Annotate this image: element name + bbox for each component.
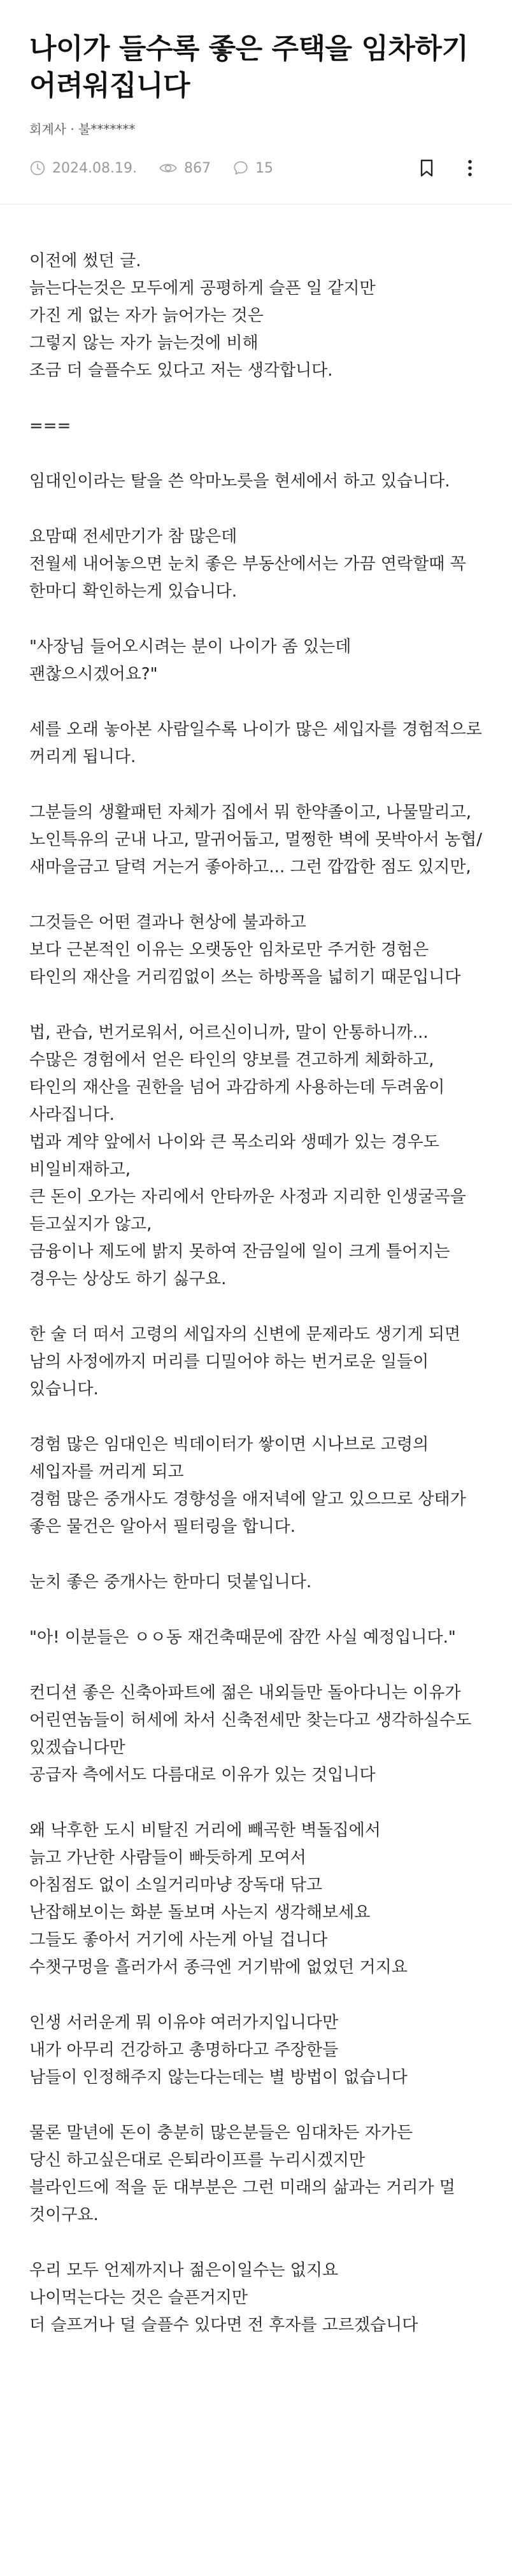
body-line: 난잡해보이는 화분 돌보며 사는지 생각해보세요 (29, 1903, 371, 1922)
body-line: 요맘때 전세만기가 참 많은데 (29, 527, 238, 546)
body-line: 조금 더 슬플수도 있다고 저는 생각합니다. (29, 361, 333, 380)
body-line: "아! 이분들은 ㅇㅇ동 재건축때문에 잠깐 사실 예정입니다." (29, 1628, 456, 1647)
body-paragraph (29, 1019, 483, 1293)
body-line: 컨디션 좋은 신축아파트에 젊은 내외들만 돌아다니는 이유가 어린연놈들이 허세에 차서 신축전세만 찾는다고 생각하실수도 있겠습니다만 (29, 1683, 472, 1757)
clock-icon (29, 160, 46, 176)
bookmark-icon (420, 159, 434, 177)
post-comments-count: 15 (255, 160, 273, 176)
more-vertical-icon (467, 159, 473, 177)
body-paragraph (29, 1321, 483, 1403)
body-paragraph (29, 1624, 483, 1652)
body-line: 그들도 좋아서 거기에 사는게 아닐 겁니다 (29, 1930, 328, 1950)
body-paragraph (29, 1817, 483, 1981)
body-paragraph (29, 909, 483, 991)
body-line: 법과 계약 앞에서 나이와 큰 목소리와 생떼가 있는 경우도 비일비재하고, (29, 1133, 439, 1179)
body-line: 물론 말년에 돈이 충분히 많은분들은 임대차든 자가든 (29, 2123, 413, 2142)
post-views (159, 160, 211, 176)
post-author[interactable]: 회계사 · 불******* (29, 122, 136, 137)
body-paragraph (29, 2257, 483, 2339)
body-paragraph (29, 2120, 483, 2229)
body-line: 더 슬프거나 덜 슬플수 있다면 전 후자를 고르겠습니다 (29, 2316, 418, 2335)
body-paragraph (29, 1680, 483, 1789)
body-paragraph (29, 716, 483, 771)
body-line: 보다 근본적인 이유는 오랫동안 임차로만 주거한 경험은 (29, 940, 429, 959)
comment-icon (232, 160, 249, 176)
body-line: 당신 하고싶은대로 은퇴라이프를 누리시겠지만 (29, 2151, 366, 2170)
body-line: 큰 돈이 오가는 자리에서 안타까운 사정과 지리한 인생굴곡을 듣고싶지가 않고, (29, 1187, 466, 1234)
body-line: 블라인드에 적을 둔 대부분은 그런 미래의 삶과는 거리가 멀 것이구요. (29, 2178, 455, 2225)
body-line: 눈치 좋은 중개사는 한마디 덧붙입니다. (29, 1573, 312, 1592)
body-line: 임대인이라는 탈을 쓴 악마노릇을 현세에서 하고 있습니다. (29, 472, 450, 491)
eye-icon (159, 160, 178, 176)
body-paragraph (29, 2009, 483, 2091)
body-line: 한 술 더 떠서 고령의 세입자의 신변에 문제라도 생기게 되면 남의 사정에까지 머리를 디밀어야 하는 번거로운 일들이 있습니다. (29, 1325, 461, 1399)
post-date-text: 2024.08.19. (52, 160, 137, 176)
body-paragraph (29, 1569, 483, 1596)
body-paragraph (29, 1431, 483, 1541)
body-line: "사장님 들어오시려는 분이 나이가 좀 있는데 괜찮으시겠어요?" (29, 637, 352, 684)
post-header (0, 0, 512, 181)
post-title: 나이가 들수록 좋은 주택을 임차하기 어려워집니다 (29, 32, 469, 102)
body-line: 그것들은 어떤 결과나 현상에 불과하고 (29, 913, 306, 932)
body-line: 우리 모두 언제까지나 젊은이일수는 없지요 (29, 2261, 339, 2280)
body-line: 나이먹는다는 것은 슬픈거지만 (29, 2288, 248, 2307)
body-line: === (29, 416, 71, 435)
body-line: 수챗구멍을 흘러가서 종극엔 거기밖에 없었던 거지요 (29, 1958, 408, 1977)
body-paragraph (29, 633, 483, 688)
body-line: 왜 낙후한 도시 비탈진 거리에 빼곡한 벽돌집에서 (29, 1821, 381, 1840)
post-body (0, 204, 512, 2339)
body-line: 경험 많은 중개사도 경향성을 애저녁에 알고 있으므로 상태가 좋은 물건은 알아서 필터링을 합니다. (29, 1490, 466, 1536)
body-line: 법, 관습, 번거로워서, 어르신이니까, 말이 안통하니까... (29, 1023, 429, 1042)
body-line: 그렇지 않는 자가 늙는것에 비해 (29, 334, 259, 353)
body-line: 타인의 재산을 거리낌없이 쓰는 하방폭을 넓히기 때문입니다 (29, 968, 461, 987)
post-views-count: 867 (183, 160, 211, 176)
more-button[interactable] (457, 155, 483, 181)
body-line: 수많은 경험에서 얻은 타인의 양보를 견고하게 체화하고, (29, 1051, 434, 1070)
body-line: 이전에 썼던 글. (29, 251, 141, 271)
body-line: 그분들의 생활패턴 자체가 집에서 뭐 한약졸이고, 나물말리고, 노인특유의 군내 나고, 말귀어둡고, 멀쩡한 벽에 못박아서 농협/새마을금고 달력 거는거 좋아하고... 그런 깝깝한 점도 있지만, (29, 803, 483, 877)
body-line: 가진 게 없는 자가 늙어가는 것은 (29, 306, 264, 325)
body-line: 인생 서러운게 뭐 이유야 여러가지입니다만 (29, 2013, 339, 2032)
body-paragraph (29, 248, 483, 385)
body-line: 남들이 인정해주지 않는다는데는 별 방법이 없습니다 (29, 2068, 408, 2087)
bookmark-button[interactable] (414, 155, 439, 181)
body-line: 늙고 가난한 사람들이 빠듯하게 모여서 (29, 1848, 306, 1867)
body-line: 세를 오래 놓아본 사람일수록 나이가 많은 세입자를 경험적으로 꺼리게 됩니다. (29, 720, 482, 767)
post-date (29, 160, 137, 176)
body-paragraph (29, 468, 483, 495)
body-line: 전월세 내어놓으면 눈치 좋은 부동산에서는 가끔 연락할때 꼭 한마디 확인하는게 있습니다. (29, 555, 466, 601)
post-meta (29, 155, 483, 181)
body-line: 아침점도 없이 소일거리마냥 장독대 닦고 (29, 1876, 323, 1895)
post-comments[interactable] (232, 160, 273, 176)
body-line: 금융이나 제도에 밝지 못하여 잔금일에 일이 크게 틀어지는 경우는 상상도 하기 싫구요. (29, 1242, 450, 1289)
body-line: 공급자 측에서도 다름대로 이유가 있는 것입니다 (29, 1766, 376, 1785)
body-paragraph (29, 523, 483, 605)
body-line: 늙는다는것은 모두에게 공평하게 슬픈 일 같지만 (29, 279, 376, 298)
body-line: 타인의 재산을 권한을 넘어 과감하게 사용하는데 두려움이 사라집니다. (29, 1078, 445, 1124)
body-paragraph (29, 413, 483, 440)
body-line: 경험 많은 임대인은 빅데이터가 쌓이면 시나브로 고령의 세입자를 꺼리게 되고 (29, 1435, 429, 1482)
body-paragraph (29, 799, 483, 881)
body-line: 내가 아무리 건강하고 총명하다고 주장한들 (29, 2041, 339, 2060)
